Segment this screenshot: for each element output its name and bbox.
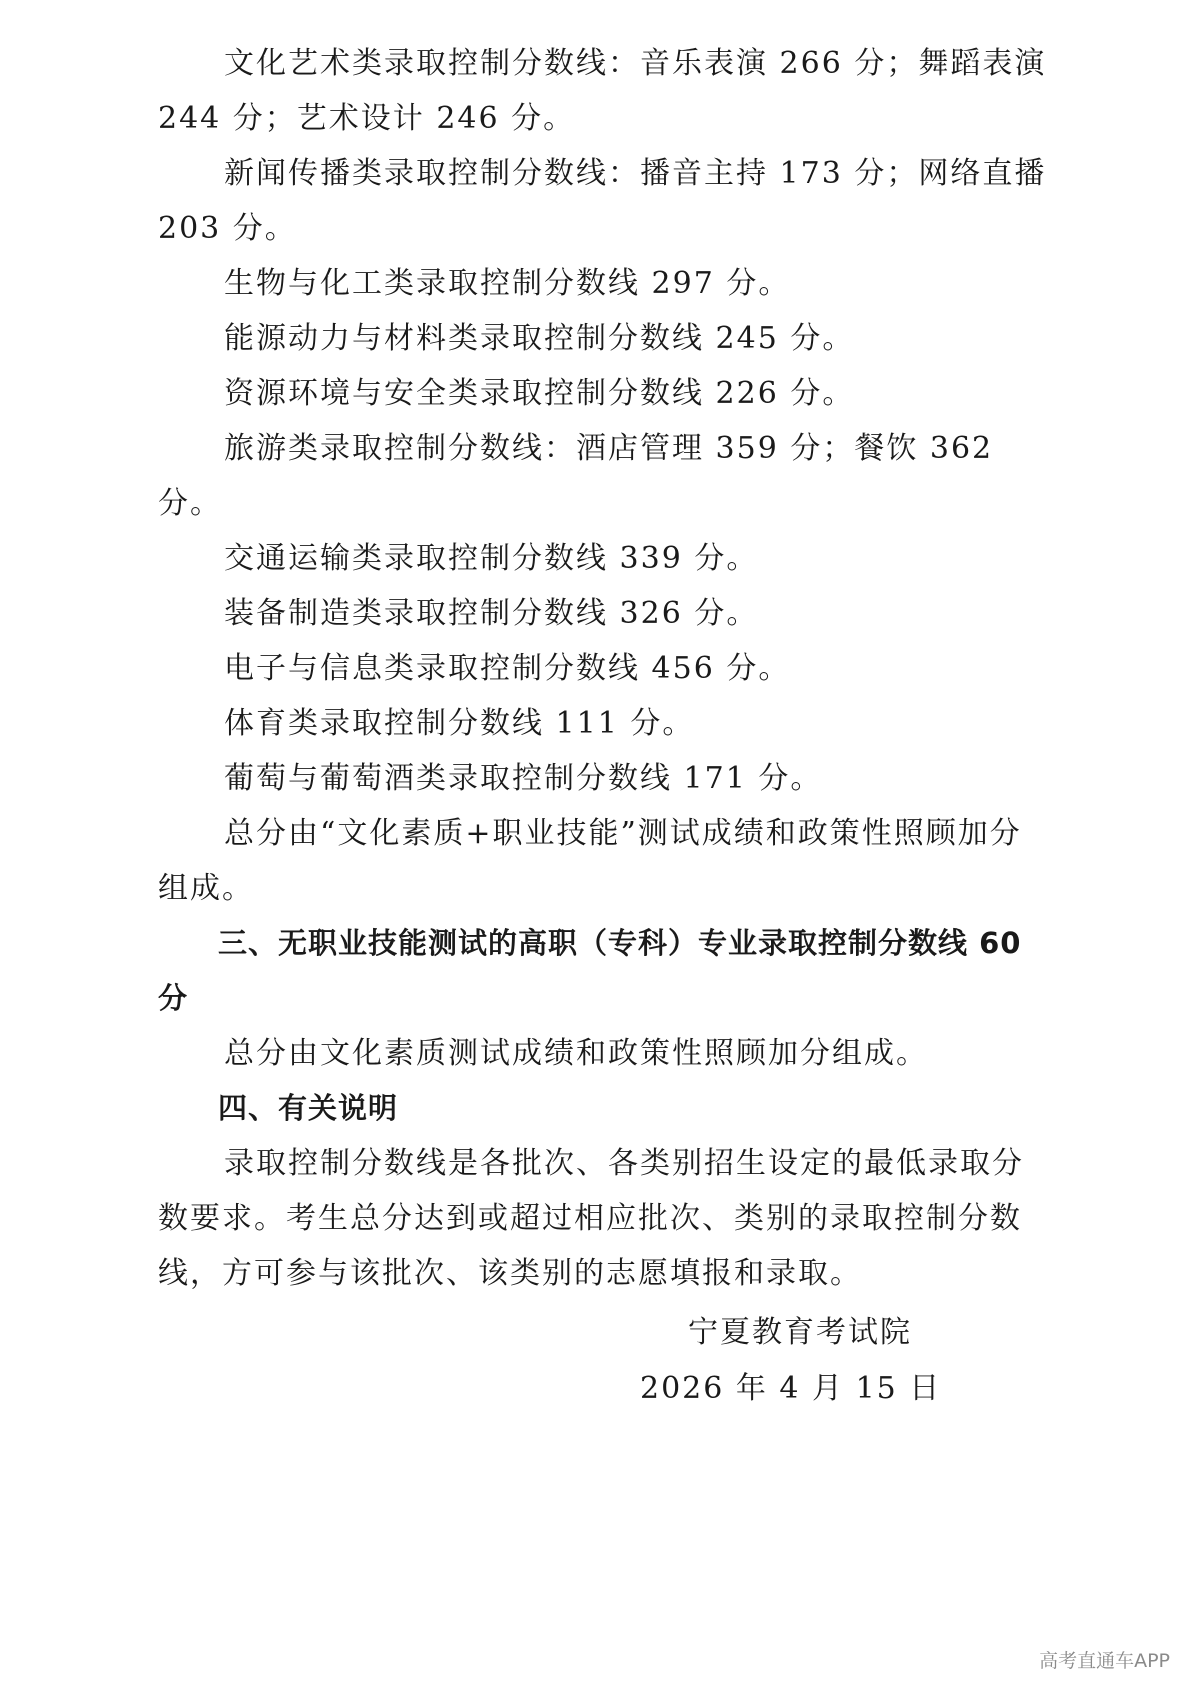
paragraph-explanation: 录取控制分数线是各批次、各类别招生设定的最低录取分数要求。考生总分达到或超过相应批次、类别的录取控制分数线，方可参与该批次、该类别的志愿填报和录取。 [158,1146,1024,1291]
paragraph-arts-scores: 文化艺术类录取控制分数线：音乐表演 266 分；舞蹈表演 244 分；艺术设计 246 分。 [158,46,1047,136]
paragraph-total-score-composition-culture: 总分由文化素质测试成绩和政策性照顾加分组成。 [224,1036,928,1071]
paragraph-electronics-information-score: 电子与信息类录取控制分数线 456 分。 [224,651,791,686]
paragraph-grape-wine-score: 葡萄与葡萄酒类录取控制分数线 171 分。 [224,761,823,796]
paragraph-journalism-scores: 新闻传播类录取控制分数线：播音主持 173 分；网络直播 203 分。 [158,156,1047,246]
signature-organization: 宁夏教育考试院 [688,1315,912,1350]
watermark-text: 高考直通车APP [1039,1650,1170,1672]
signature-block [640,1305,941,1417]
paragraph-sports-score: 体育类录取控制分数线 111 分。 [224,706,695,741]
paragraph-biology-chemical-score: 生物与化工类录取控制分数线 297 分。 [224,266,791,301]
paragraph-energy-materials-score: 能源动力与材料类录取控制分数线 245 分。 [224,321,855,356]
section-heading-three: 三、无职业技能测试的高职（专科）专业录取控制分数线 60 分 [158,926,1022,1015]
document-body [158,36,1050,1301]
section-heading-four: 四、有关说明 [218,1091,399,1125]
paragraph-transportation-score: 交通运输类录取控制分数线 339 分。 [224,541,759,576]
paragraph-tourism-scores: 旅游类录取控制分数线：酒店管理 359 分；餐饮 362 分。 [158,431,994,521]
paragraph-total-score-composition: 总分由“文化素质+职业技能”测试成绩和政策性照顾加分组成。 [158,816,1022,906]
paragraph-equipment-manufacturing-score: 装备制造类录取控制分数线 326 分。 [224,596,759,631]
signature-date: 2026 年 4 月 15 日 [640,1371,942,1406]
paragraph-resources-environment-score: 资源环境与安全类录取控制分数线 226 分。 [224,376,855,411]
